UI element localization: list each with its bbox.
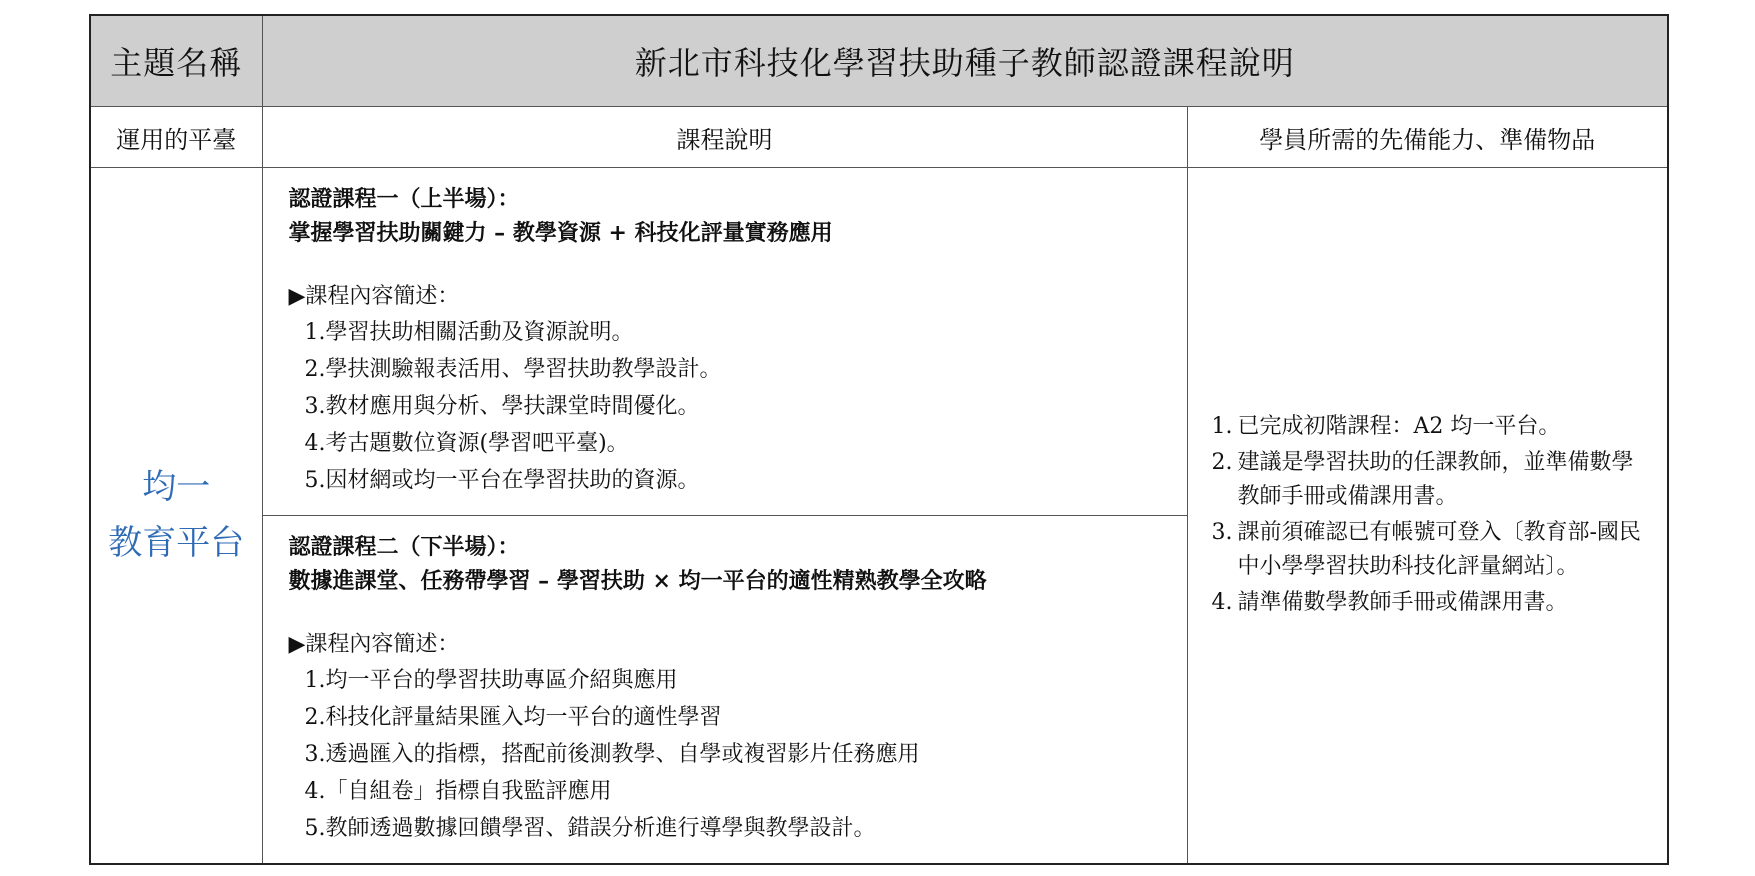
page-title: 新北市科技化學習扶助種子教師認證課程說明: [262, 15, 1668, 107]
prerequisite-item: [1212, 446, 1652, 514]
topic-label: 主題名稱: [90, 15, 262, 107]
prerequisite-item: [1212, 516, 1652, 584]
platform-name-line1: 均一: [142, 467, 211, 508]
course2-item: 2.科技化評量結果匯入均一平台的適性學習: [304, 705, 722, 730]
course1-subtitle: 掌握學習扶助關鍵力 – 教學資源 + 科技化評量實務應用: [288, 220, 833, 246]
course1-title: 認證課程一（上半場）：: [288, 186, 520, 212]
course2-cell: [262, 516, 1187, 864]
course2-subtitle: 數據進課堂、任務帶學習 – 學習扶助 × 均一平台的適性精熟教學全攻略: [288, 568, 987, 594]
prerequisite-item: [1212, 586, 1652, 620]
prerequisite-number: 1.: [1211, 414, 1233, 440]
course1-summary-label: ▶課程內容簡述：: [288, 284, 460, 309]
course2-item: 1.均一平台的學習扶助專區介紹與應用: [304, 668, 678, 693]
course2-item: 3.透過匯入的指標，搭配前後測教學、自學或複習影片任務應用: [304, 742, 920, 767]
course1-item: 4.考古題數位資源(學習吧平臺)。: [304, 431, 629, 456]
platform-name-line2: 教育平台: [108, 523, 245, 564]
prerequisite-item: [1212, 410, 1652, 444]
course2-item: 5.教師透過數據回饋學習、錯誤分析進行導學與教學設計。: [304, 816, 876, 841]
prerequisites-cell: [1187, 168, 1668, 864]
prerequisite-number: 4.: [1211, 590, 1233, 616]
prerequisite-number: 2.: [1211, 450, 1233, 476]
course1-item: 2.學扶測驗報表活用、學習扶助教學設計。: [304, 357, 722, 382]
course1-item: 1.學習扶助相關活動及資源說明。: [304, 320, 634, 345]
course1-item: 3.教材應用與分析、學扶課堂時間優化。: [304, 394, 700, 419]
prerequisite-number: 3.: [1211, 520, 1233, 546]
course2-title: 認證課程二（下半場）：: [288, 534, 520, 560]
course2-summary-label: ▶課程內容簡述：: [288, 632, 460, 657]
column-header-prerequisites: 學員所需的先備能力、準備物品: [1187, 107, 1668, 168]
course-table: [89, 14, 1669, 865]
column-header-row: [90, 107, 1668, 168]
prerequisite-text: 請準備數學教師手冊或備課用書。: [1237, 590, 1568, 616]
column-header-platform: 運用的平臺: [90, 107, 262, 168]
course2-item: 4.「自組卷」指標自我監評應用: [304, 779, 612, 804]
prerequisite-text: 建議是學習扶助的任課教師，並準備數學教師手冊或備課用書。: [1237, 450, 1634, 510]
prerequisite-text: 課前須確認已有帳號可登入〔教育部-國民中小學學習扶助科技化評量網站〕。: [1237, 520, 1641, 580]
title-row: [90, 15, 1668, 107]
course1-cell: [262, 168, 1187, 516]
column-header-description: 課程說明: [262, 107, 1187, 168]
course1-row: [90, 168, 1668, 516]
prerequisite-text: 已完成初階課程：A2 均一平台。: [1237, 414, 1561, 440]
platform-cell: [90, 168, 262, 864]
course1-item: 5.因材網或均一平台在學習扶助的資源。: [304, 468, 700, 493]
